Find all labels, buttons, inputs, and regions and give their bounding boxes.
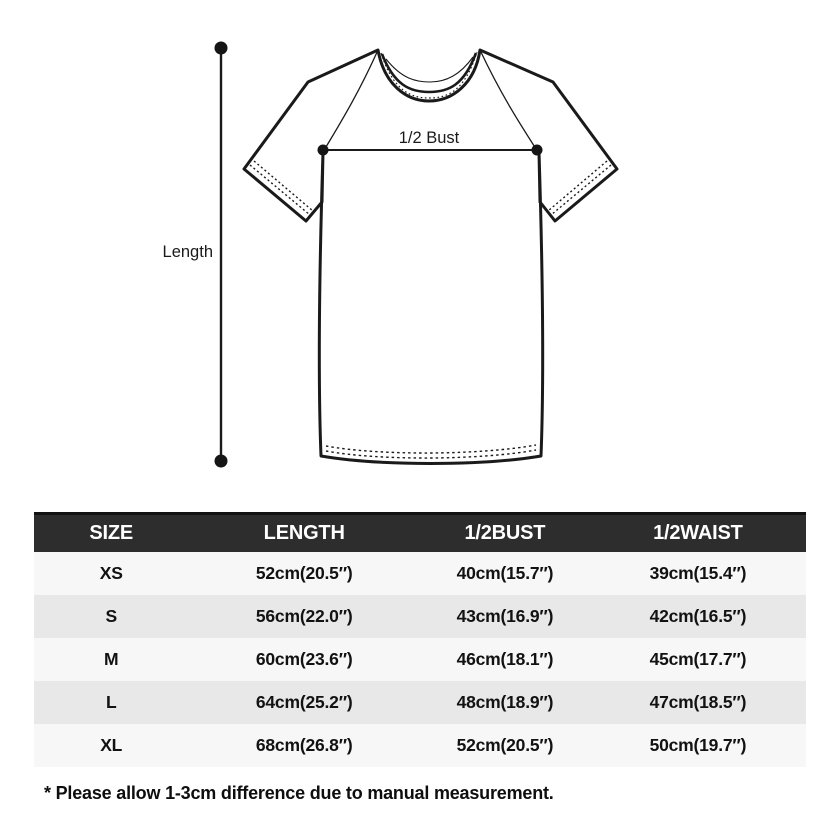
table-row-m <box>34 638 806 681</box>
bust-label: 1/2 Bust <box>398 129 460 147</box>
table-row-l <box>34 681 806 724</box>
table-header-row <box>34 512 806 552</box>
header-size: SIZE <box>89 522 134 544</box>
table-row-xl <box>34 724 806 767</box>
table-row-s <box>34 595 806 638</box>
table-row-xs <box>34 552 806 595</box>
cell-size: XL <box>100 735 123 755</box>
bust-dot-left <box>318 145 329 156</box>
cell-waist: 47cm(18.5″) <box>649 692 747 712</box>
length-label: Length <box>162 243 213 261</box>
cell-waist: 50cm(19.7″) <box>649 735 747 755</box>
cell-waist: 45cm(17.7″) <box>649 649 747 669</box>
cell-size: S <box>105 606 117 626</box>
header-waist: 1/2WAIST <box>653 522 743 544</box>
cell-size: M <box>104 649 119 669</box>
size-table <box>34 512 806 767</box>
cell-length: 68cm(26.8″) <box>255 735 353 755</box>
cell-size: XS <box>99 563 123 583</box>
cell-waist: 42cm(16.5″) <box>649 606 747 626</box>
cell-length: 52cm(20.5″) <box>255 563 353 583</box>
header-bust: 1/2BUST <box>464 522 546 544</box>
collar-back-line <box>386 57 473 82</box>
cell-size: L <box>105 692 117 712</box>
cell-bust: 43cm(16.9″) <box>456 606 554 626</box>
length-dot-top <box>215 42 228 55</box>
footnote: * Please allow 1-3cm difference due to manual measurement. <box>44 783 554 803</box>
cell-bust: 46cm(18.1″) <box>456 649 554 669</box>
bust-dot-right <box>532 145 543 156</box>
cell-waist: 39cm(15.4″) <box>649 563 747 583</box>
cell-bust: 48cm(18.9″) <box>456 692 554 712</box>
tshirt-outline <box>244 50 617 464</box>
cell-length: 64cm(25.2″) <box>255 692 353 712</box>
length-dot-bottom <box>215 455 228 468</box>
cell-length: 56cm(22.0″) <box>255 606 353 626</box>
cell-bust: 40cm(15.7″) <box>456 563 554 583</box>
header-length: LENGTH <box>263 522 345 544</box>
cell-length: 60cm(23.6″) <box>255 649 353 669</box>
cell-bust: 52cm(20.5″) <box>456 735 554 755</box>
